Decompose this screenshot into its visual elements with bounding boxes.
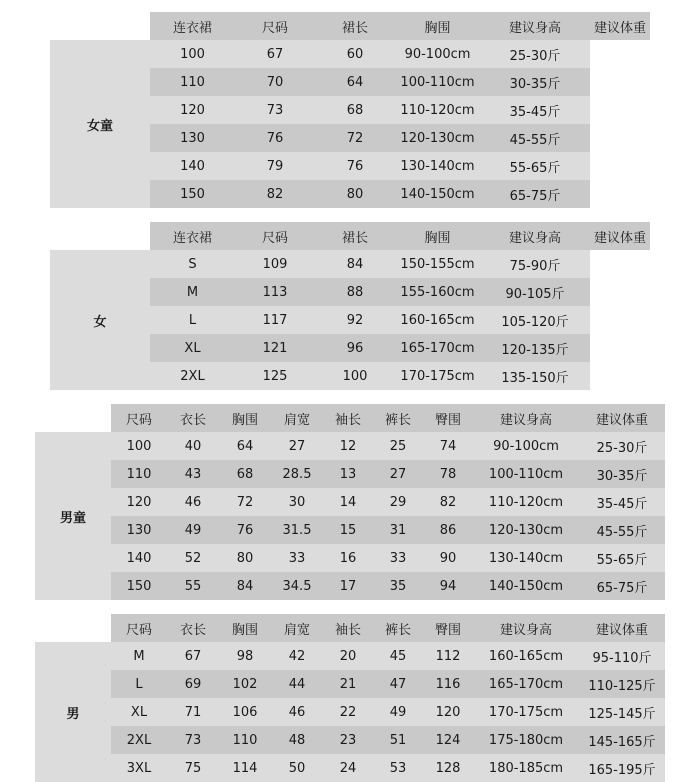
cell-shoulder: 42 [288,648,306,664]
cell-shoulder: 34.5 [282,578,312,594]
cell-height: 150-155cm [400,256,475,272]
size-table-men-set [35,614,665,782]
cell-sleeve: 15 [339,522,357,538]
cell-pants-length: 51 [389,732,407,748]
cell-height: 130-140cm [488,550,564,566]
cell-length: 73 [266,102,284,118]
cell-size: 3XL [126,760,152,776]
cell-sleeve: 16 [339,550,357,566]
header-spacer [35,404,111,432]
cell-length: 82 [266,186,284,202]
cell-weight: 95-110斤 [592,650,652,666]
cell-length: 117 [262,312,288,328]
cell-bust: 102 [232,676,258,692]
cell-bust: 80 [236,550,254,566]
cell-pants-length: 29 [389,494,407,510]
header-cell: 衣长 [167,404,219,432]
cell-height: 140-150cm [488,578,564,594]
header-cell: 裙长 [315,12,395,40]
cell-top-length: 73 [184,732,202,748]
cell-hip: 90 [439,550,457,566]
category-label-boys: 男童 [59,510,86,526]
cell-bust: 68 [236,466,254,482]
table-header-row [50,222,650,250]
cell-height: 165-170cm [488,676,564,692]
header-spacer [50,12,150,40]
cell-weight: 90-105斤 [505,286,565,302]
cell-hip: 112 [435,648,461,664]
cell-height: 160-165cm [400,312,475,328]
table-row [50,40,650,68]
cell-size: XL [130,704,148,720]
cell-shoulder: 46 [288,704,306,720]
cell-bust: 110 [232,732,258,748]
header-spacer [35,614,111,642]
cell-hip: 78 [439,466,457,482]
cell-height: 180-185cm [488,760,564,776]
cell-bust: 100 [342,368,368,384]
table-header-row [50,12,650,40]
cell-size: L [188,312,197,328]
cell-hip: 128 [435,760,461,776]
table-row [35,754,665,782]
table-row [35,544,665,572]
cell-pants-length: 31 [389,522,407,538]
cell-sleeve: 24 [339,760,357,776]
cell-height: 170-175cm [488,704,564,720]
cell-bust: 76 [346,158,364,174]
cell-hip: 86 [439,522,457,538]
header-cell: 裤长 [373,404,423,432]
cell-height: 110-120cm [488,494,564,510]
cell-sleeve: 13 [339,466,357,482]
cell-hip: 116 [435,676,461,692]
cell-shoulder: 28.5 [282,466,312,482]
cell-height: 100-110cm [488,466,564,482]
cell-bust: 60 [346,46,364,62]
size-table-women-dress [50,222,650,390]
header-cell: 建议体重 [579,404,665,432]
cell-weight: 35-45斤 [509,104,561,120]
cell-weight: 55-65斤 [596,552,648,568]
cell-sleeve: 14 [339,494,357,510]
header-cell: 尺码 [235,12,315,40]
cell-bust: 68 [346,102,364,118]
header-cell: 肩宽 [271,614,323,642]
cell-height: 160-165cm [488,648,564,664]
cell-sleeve: 12 [339,438,357,454]
cell-top-length: 67 [184,648,202,664]
cell-size: S [188,256,197,272]
size-table-girls-dress [50,12,650,208]
header-cell: 建议体重 [579,614,665,642]
header-cell: 建议体重 [590,222,650,250]
header-cell: 建议体重 [590,12,650,40]
table-row [35,726,665,754]
cell-top-length: 71 [184,704,202,720]
cell-pants-length: 45 [389,648,407,664]
cell-sleeve: 22 [339,704,357,720]
cell-bust: 72 [236,494,254,510]
cell-pants-length: 35 [389,578,407,594]
cell-size: 140 [180,158,205,174]
cell-bust: 80 [346,186,364,202]
cell-size: 150 [180,186,205,202]
cell-size: M [186,284,199,300]
header-cell: 胸围 [395,222,480,250]
cell-height: 175-180cm [488,732,564,748]
table-row [35,516,665,544]
cell-weight: 145-165斤 [588,734,656,750]
header-cell: 胸围 [219,614,271,642]
header-cell: 连衣裙 [150,222,235,250]
cell-height: 120-130cm [400,130,475,146]
table-row [35,642,665,670]
cell-hip: 120 [435,704,461,720]
cell-bust: 72 [346,130,364,146]
cell-weight: 30-35斤 [509,76,561,92]
header-cell: 尺码 [111,614,167,642]
cell-size: 120 [180,102,205,118]
cell-weight: 110-125斤 [588,678,656,694]
header-cell: 袖长 [323,404,373,432]
cell-top-length: 49 [184,522,202,538]
cell-size: 120 [126,494,152,510]
table-divider [0,600,700,614]
cell-length: 125 [262,368,288,384]
header-cell: 臀围 [423,614,473,642]
cell-pants-length: 47 [389,676,407,692]
table-row [35,460,665,488]
cell-weight: 55-65斤 [509,160,561,176]
cell-shoulder: 48 [288,732,306,748]
cell-weight: 65-75斤 [596,580,648,596]
cell-weight: 65-75斤 [509,188,561,204]
cell-weight: 165-195斤 [588,762,656,778]
cell-height: 90-100cm [493,438,559,454]
cell-bust: 96 [346,340,364,356]
header-cell: 胸围 [219,404,271,432]
category-label-men: 男 [66,706,80,722]
cell-length: 121 [262,340,288,356]
header-cell: 肩宽 [271,404,323,432]
table-row [50,250,650,278]
cell-bust: 64 [236,438,254,454]
table-row [35,572,665,600]
cell-height: 110-120cm [400,102,475,118]
cell-size: 130 [180,130,205,146]
category-label-girls: 女童 [86,118,113,134]
table-row [35,432,665,460]
size-table-boys-set [35,404,665,600]
cell-size: XL [184,340,201,356]
table-row [35,698,665,726]
header-cell: 裤长 [373,614,423,642]
cell-bust: 84 [346,256,364,272]
cell-shoulder: 27 [288,438,306,454]
cell-length: 70 [266,74,284,90]
cell-shoulder: 31.5 [282,522,312,538]
cell-weight: 45-55斤 [596,524,648,540]
cell-bust: 106 [232,704,258,720]
header-cell: 尺码 [235,222,315,250]
cell-top-length: 43 [184,466,202,482]
cell-size: 150 [126,578,152,594]
header-cell: 裙长 [315,222,395,250]
cell-size: 110 [180,74,205,90]
cell-top-length: 69 [184,676,202,692]
cell-weight: 125-145斤 [588,706,656,722]
cell-pants-length: 25 [389,438,407,454]
cell-size: 2XL [126,732,152,748]
cell-top-length: 52 [184,550,202,566]
cell-bust: 114 [232,760,258,776]
cell-pants-length: 49 [389,704,407,720]
cell-bust: 88 [346,284,364,300]
header-cell: 建议身高 [480,12,590,40]
table-header-row [35,614,665,642]
cell-height: 130-140cm [400,158,475,174]
header-cell: 连衣裙 [150,12,235,40]
cell-size: 110 [126,466,152,482]
cell-pants-length: 27 [389,466,407,482]
cell-weight: 35-45斤 [596,496,648,512]
header-cell: 建议身高 [473,614,579,642]
cell-shoulder: 33 [288,550,306,566]
cell-size: 100 [126,438,152,454]
header-cell: 臀围 [423,404,473,432]
header-cell: 袖长 [323,614,373,642]
cell-weight: 75-90斤 [509,258,561,274]
cell-height: 100-110cm [400,74,475,90]
cell-hip: 82 [439,494,457,510]
cell-size: M [133,648,145,664]
header-cell: 建议身高 [473,404,579,432]
cell-length: 76 [266,130,284,146]
cell-weight: 45-55斤 [509,132,561,148]
cell-top-length: 40 [184,438,202,454]
cell-hip: 124 [435,732,461,748]
cell-sleeve: 23 [339,732,357,748]
cell-length: 109 [262,256,288,272]
cell-sleeve: 20 [339,648,357,664]
cell-bust: 64 [346,74,364,90]
category-label-women: 女 [93,314,107,330]
cell-weight: 135-150斤 [501,370,569,386]
cell-top-length: 75 [184,760,202,776]
cell-shoulder: 30 [288,494,306,510]
cell-height: 120-130cm [488,522,564,538]
cell-bust: 92 [346,312,364,328]
cell-length: 67 [266,46,284,62]
cell-size: 140 [126,550,152,566]
cell-shoulder: 50 [288,760,306,776]
table-header-row [35,404,665,432]
cell-height: 155-160cm [400,284,475,300]
cell-size: L [135,676,143,692]
cell-height: 140-150cm [400,186,475,202]
cell-bust: 84 [236,578,254,594]
cell-hip: 74 [439,438,457,454]
table-divider [0,208,700,222]
cell-weight: 25-30斤 [596,440,648,456]
cell-length: 113 [262,284,288,300]
table-divider [0,390,700,404]
cell-size: 130 [126,522,152,538]
cell-height: 165-170cm [400,340,475,356]
table-row [35,488,665,516]
cell-hip: 94 [439,578,457,594]
cell-height: 90-100cm [404,46,471,62]
cell-weight: 30-35斤 [596,468,648,484]
cell-weight: 25-30斤 [509,48,561,64]
header-cell: 胸围 [395,12,480,40]
cell-weight: 120-135斤 [501,342,569,358]
cell-pants-length: 33 [389,550,407,566]
header-spacer [50,222,150,250]
table-row [35,670,665,698]
cell-top-length: 55 [184,578,202,594]
cell-weight: 105-120斤 [501,314,569,330]
cell-pants-length: 53 [389,760,407,776]
cell-shoulder: 44 [288,676,306,692]
cell-height: 170-175cm [400,368,475,384]
cell-length: 79 [266,158,284,174]
cell-bust: 98 [236,648,254,664]
cell-bust: 76 [236,522,254,538]
cell-size: 100 [180,46,205,62]
header-cell: 尺码 [111,404,167,432]
cell-top-length: 46 [184,494,202,510]
header-cell: 建议身高 [480,222,590,250]
header-cell: 衣长 [167,614,219,642]
cell-sleeve: 21 [339,676,357,692]
cell-size: 2XL [180,368,205,384]
cell-sleeve: 17 [339,578,357,594]
